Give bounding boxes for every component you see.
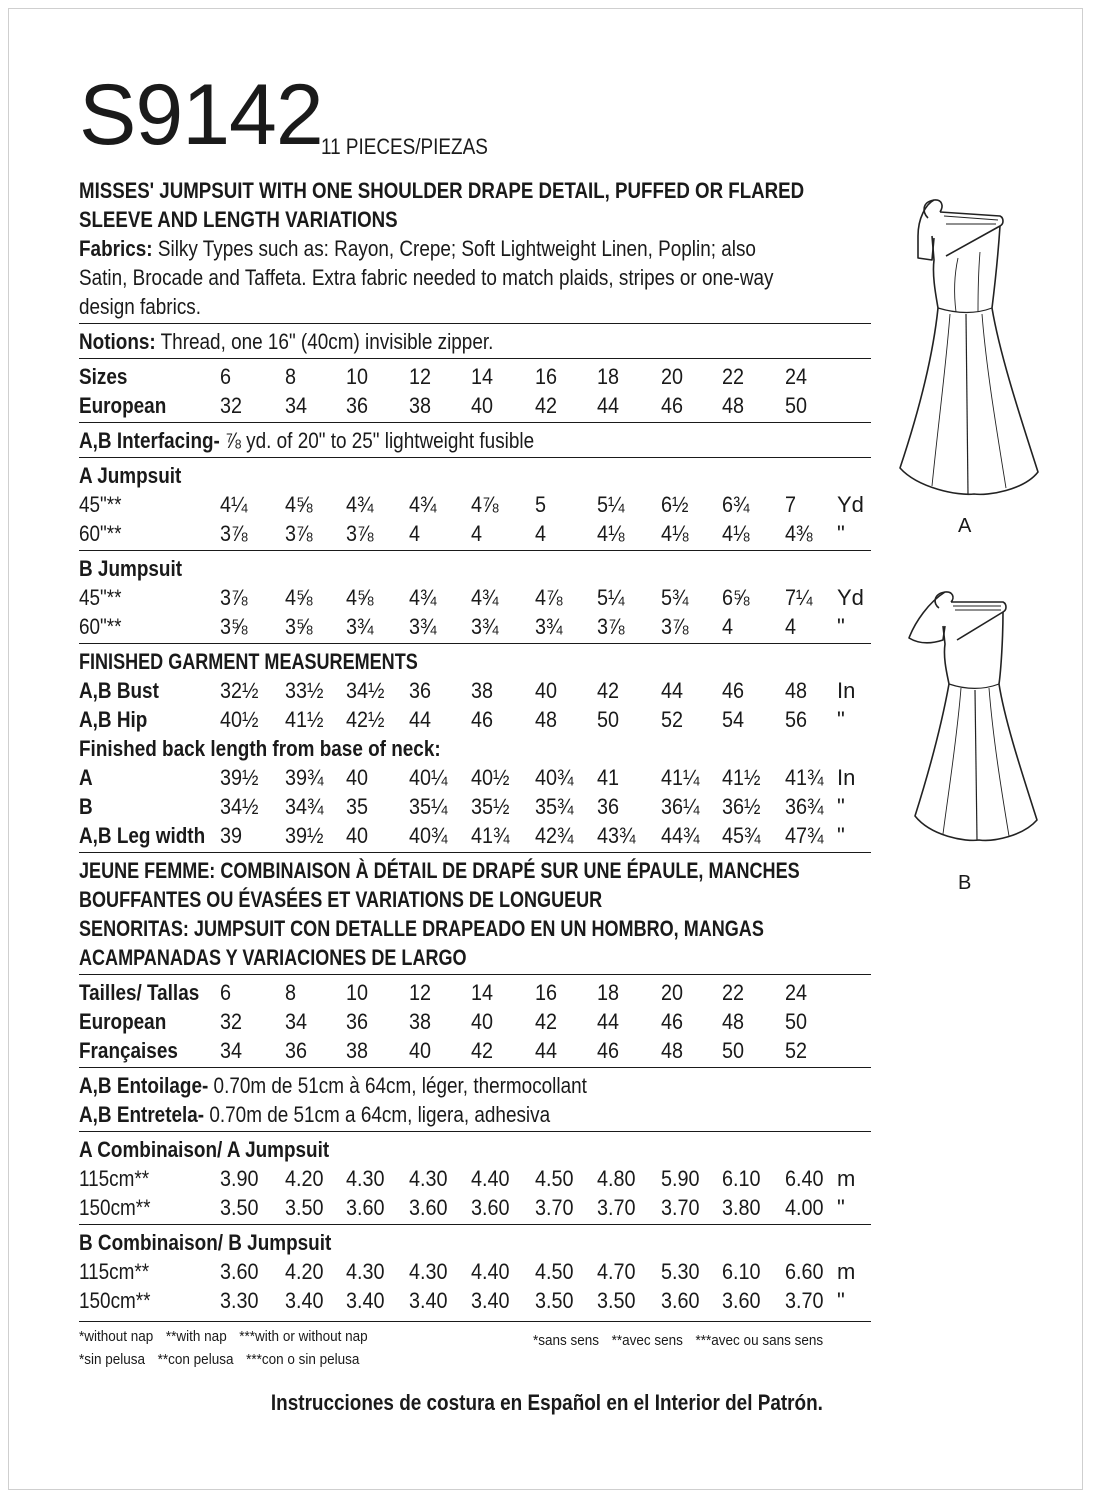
row-label: European	[79, 393, 167, 418]
european-row-2	[79, 1007, 871, 1036]
row-cell: 48	[722, 393, 745, 418]
row-cell: 3.40	[471, 1288, 510, 1313]
a-combinaison-row-115	[79, 1164, 871, 1193]
row-cell: 54	[722, 707, 745, 732]
row-cell: 4⅛	[661, 521, 689, 546]
row-cell: 3.70	[785, 1288, 824, 1313]
row-cell: 41¼	[661, 765, 700, 790]
pattern-envelope-back	[79, 67, 871, 1325]
row-cell: 44	[661, 678, 684, 703]
row-cell: 3.30	[220, 1288, 259, 1313]
row-cell: 20	[661, 364, 684, 389]
row-cell: 34	[220, 1038, 243, 1063]
row-label: A,B Hip	[79, 707, 148, 732]
row-cell: 3.60	[661, 1288, 700, 1313]
row-label: B	[79, 794, 93, 819]
row-cell: 35½	[471, 794, 510, 819]
row-cell: 7	[785, 492, 797, 517]
row-cell: 4⅞	[535, 585, 563, 610]
row-cell: 4¾	[409, 585, 437, 610]
b-jumpsuit-heading: B Jumpsuit	[79, 556, 183, 581]
row-cell: 5.90	[661, 1166, 700, 1191]
back-length-b-row	[79, 792, 871, 821]
footnote-fr-1: *sans sens	[533, 1332, 600, 1349]
notions-text: Thread, one 16" (40cm) invisible zipper.	[155, 329, 494, 354]
row-label: 45"**	[79, 492, 122, 517]
row-cell: 4	[471, 521, 483, 546]
row-cell: 36	[346, 1009, 369, 1034]
row-label: 115cm**	[79, 1166, 150, 1191]
figure-label-a: A	[958, 515, 972, 537]
row-cell: 18	[597, 980, 620, 1005]
row-cell: 3.50	[597, 1288, 636, 1313]
row-cell: 43¾	[597, 823, 636, 848]
row-cell: 34¾	[285, 794, 324, 819]
francaises-row	[79, 1036, 871, 1065]
entoilage-line	[79, 1071, 871, 1100]
row-cell: 48	[722, 1009, 745, 1034]
row-cell: 8	[285, 980, 297, 1005]
row-cell: 5¼	[597, 585, 625, 610]
back-length-heading: Finished back length from base of neck:	[79, 736, 441, 761]
row-cell: 42	[597, 678, 620, 703]
row-cell: 4.50	[535, 1259, 574, 1284]
row-label: 150cm**	[79, 1195, 151, 1220]
divider	[79, 1321, 871, 1322]
title-fr-line-1: JEUNE FEMME: COMBINAISON À DÉTAIL DE DRAPÉ SUR UNE ÉPAULE, MANCHES	[79, 858, 800, 883]
row-cell: 45¾	[722, 823, 761, 848]
row-cell: 3.60	[722, 1288, 761, 1313]
row-cell: 3⅞	[597, 614, 625, 639]
row-cell: 4¾	[409, 492, 437, 517]
row-cell: 4.30	[346, 1166, 385, 1191]
row-cell: 39½	[285, 823, 324, 848]
row-label: A	[79, 765, 93, 790]
row-cell: 3¾	[409, 614, 437, 639]
row-cell: 4.70	[597, 1259, 636, 1284]
row-cell: 46	[661, 393, 684, 418]
leg-width-row	[79, 821, 871, 850]
row-cell: 44	[597, 1009, 620, 1034]
title-en-line-1: MISSES' JUMPSUIT WITH ONE SHOULDER DRAPE DETAIL, PUFFED OR FLARED	[79, 178, 805, 203]
row-cell: 18	[597, 364, 620, 389]
b-jumpsuit-row-60	[79, 612, 871, 641]
row-cell: 4	[535, 521, 547, 546]
row-cell: 3.60	[220, 1259, 259, 1284]
divider	[79, 550, 871, 551]
row-cell: 6	[220, 364, 232, 389]
row-cell: 4	[409, 521, 421, 546]
row-label: A,B Bust	[79, 678, 159, 703]
row-cell: 6⅝	[722, 585, 750, 610]
row-unit: "	[837, 707, 845, 732]
row-cell: 32	[220, 1009, 243, 1034]
row-cell: 35¼	[409, 794, 448, 819]
row-cell: 22	[722, 364, 745, 389]
row-cell: 56	[785, 707, 808, 732]
row-cell: 6¾	[722, 492, 750, 517]
row-cell: 4⅞	[471, 492, 499, 517]
row-cell: 39½	[220, 765, 259, 790]
footnotes-en	[79, 1326, 380, 1348]
interfacing-text: ⅞ yd. of 20" to 25" lightweight fusible	[219, 428, 535, 453]
row-cell: 16	[535, 980, 558, 1005]
row-unit: In	[837, 765, 856, 790]
entoilage-label: A,B Entoilage-	[79, 1073, 209, 1098]
row-cell: 42	[471, 1038, 494, 1063]
notions-label: Notions:	[79, 329, 156, 354]
row-unit: "	[837, 1195, 845, 1220]
row-cell: 20	[661, 980, 684, 1005]
divider	[79, 974, 871, 975]
row-label: 60"**	[79, 521, 122, 546]
spanish-instructions-note: Instrucciones de costura en Español en el Interior del Patrón.	[270, 1390, 823, 1415]
row-cell: 48	[661, 1038, 684, 1063]
row-cell: 3.50	[535, 1288, 574, 1313]
row-cell: 3.70	[597, 1195, 636, 1220]
b-jumpsuit-row-45	[79, 583, 871, 612]
row-cell: 44	[409, 707, 432, 732]
row-label: European	[79, 1009, 167, 1034]
row-cell: 52	[661, 707, 684, 732]
row-cell: 3.40	[409, 1288, 448, 1313]
divider	[79, 457, 871, 458]
row-cell: 44	[535, 1038, 558, 1063]
pieces-count: 11 PIECES/PIEZAS	[321, 134, 488, 159]
row-cell: 50	[785, 1009, 808, 1034]
row-cell: 3.70	[535, 1195, 574, 1220]
row-cell: 40¼	[409, 765, 448, 790]
row-cell: 5¼	[597, 492, 625, 517]
row-label: Tailles/ Tallas	[79, 980, 200, 1005]
row-label: 45"**	[79, 585, 122, 610]
divider	[79, 1067, 871, 1068]
row-cell: 4⅝	[346, 585, 374, 610]
row-cell: 5.30	[661, 1259, 700, 1284]
row-cell: 4.40	[471, 1166, 510, 1191]
row-cell: 6.40	[785, 1166, 824, 1191]
row-cell: 36½	[722, 794, 761, 819]
b-combinaison-row-115	[79, 1257, 871, 1286]
row-cell: 16	[535, 364, 558, 389]
row-cell: 41¾	[471, 823, 510, 848]
row-cell: 44¾	[661, 823, 700, 848]
row-cell: 12	[409, 364, 432, 389]
row-label: A,B Leg width	[79, 823, 206, 848]
row-cell: 44	[597, 393, 620, 418]
row-cell: 42½	[346, 707, 385, 732]
row-cell: 4⅝	[285, 492, 313, 517]
row-cell: 3⅝	[220, 614, 248, 639]
row-cell: 6	[220, 980, 232, 1005]
row-cell: 6½	[661, 492, 689, 517]
row-cell: 33½	[285, 678, 324, 703]
row-cell: 50	[785, 393, 808, 418]
fabrics-label: Fabrics:	[79, 236, 153, 261]
row-cell: 10	[346, 980, 369, 1005]
row-cell: 3⅞	[285, 521, 313, 546]
row-cell: 40¾	[535, 765, 574, 790]
row-cell: 40	[409, 1038, 432, 1063]
row-cell: 35¾	[535, 794, 574, 819]
row-cell: 4.80	[597, 1166, 636, 1191]
row-cell: 5	[535, 492, 547, 517]
row-cell: 3.40	[285, 1288, 324, 1313]
row-cell: 12	[409, 980, 432, 1005]
row-cell: 10	[346, 364, 369, 389]
row-unit: "	[837, 521, 845, 546]
entoilage-text: 0.70m de 51cm à 64cm, léger, thermocollant	[208, 1073, 587, 1098]
footnote-fr-3: ***avec ou sans sens	[695, 1332, 824, 1349]
row-cell: 3.50	[220, 1195, 259, 1220]
title-es-line-1: SENORITAS: JUMPSUIT CON DETALLE DRAPEADO EN UN HOMBRO, MANGAS	[79, 916, 764, 941]
row-cell: 40½	[471, 765, 510, 790]
row-cell: 3⅝	[285, 614, 313, 639]
row-cell: 7¼	[785, 585, 813, 610]
row-cell: 39	[220, 823, 243, 848]
divider	[79, 852, 871, 853]
row-cell: 14	[471, 364, 494, 389]
jumpsuit-a-illustration	[888, 196, 1048, 511]
fabrics-text-1: Silky Types such as: Rayon, Crepe; Soft Lightweight Linen, Poplin; also	[152, 236, 756, 261]
row-cell: 6.10	[722, 1166, 761, 1191]
divider	[79, 1224, 871, 1225]
row-cell: 6.10	[722, 1259, 761, 1284]
row-cell: 3⅞	[220, 585, 248, 610]
interfacing-label: A,B Interfacing-	[79, 428, 220, 453]
row-cell: 22	[722, 980, 745, 1005]
row-cell: 40	[346, 765, 369, 790]
european-row	[79, 391, 871, 420]
title-es-line-2: ACAMPANADAS Y VARIACIONES DE LARGO	[79, 945, 467, 970]
notions-line	[79, 327, 871, 356]
row-label: Sizes	[79, 364, 128, 389]
row-cell: 4⅝	[285, 585, 313, 610]
row-unit: "	[837, 823, 845, 848]
row-cell: 40¾	[409, 823, 448, 848]
row-cell: 46	[471, 707, 494, 732]
row-cell: 38	[409, 1009, 432, 1034]
footnote-en-2: **with nap	[165, 1328, 227, 1345]
row-cell: 34	[285, 393, 308, 418]
row-cell: 36¼	[661, 794, 700, 819]
row-cell: 3⅞	[661, 614, 689, 639]
title-fr-line-2: BOUFFANTES OU ÉVASÉES ET VARIATIONS DE LONGUEUR	[79, 887, 603, 912]
footnote-en-1: *without nap	[79, 1328, 154, 1345]
entretela-line	[79, 1100, 871, 1129]
row-cell: 8	[285, 364, 297, 389]
row-cell: 4¾	[346, 492, 374, 517]
row-cell: 14	[471, 980, 494, 1005]
title-en-line-2: SLEEVE AND LENGTH VARIATIONS	[79, 207, 398, 232]
row-cell: 41	[597, 765, 620, 790]
row-cell: 34	[285, 1009, 308, 1034]
entretela-label: A,B Entretela-	[79, 1102, 205, 1127]
row-cell: 36	[597, 794, 620, 819]
row-label: 150cm**	[79, 1288, 151, 1313]
row-cell: 38	[346, 1038, 369, 1063]
row-cell: 39¾	[285, 765, 324, 790]
row-cell: 3.60	[471, 1195, 510, 1220]
row-unit: "	[837, 794, 845, 819]
row-cell: 34½	[346, 678, 385, 703]
row-cell: 35	[346, 794, 369, 819]
divider	[79, 1131, 871, 1132]
jumpsuit-b-illustration	[905, 588, 1045, 858]
row-unit: Yd	[837, 492, 864, 517]
entretela-text: 0.70m de 51cm a 64cm, ligera, adhesiva	[204, 1102, 551, 1127]
row-cell: 32½	[220, 678, 259, 703]
row-cell: 52	[785, 1038, 808, 1063]
row-cell: 4¼	[220, 492, 248, 517]
row-cell: 50	[722, 1038, 745, 1063]
footnote-es-1: *sin pelusa	[79, 1351, 146, 1368]
row-cell: 3.50	[285, 1195, 324, 1220]
a-jumpsuit-row-60	[79, 519, 871, 548]
row-cell: 46	[661, 1009, 684, 1034]
b-combinaison-heading: B Combinaison/ B Jumpsuit	[79, 1230, 332, 1255]
row-cell: 3.60	[346, 1195, 385, 1220]
row-cell: 3.40	[346, 1288, 385, 1313]
row-unit: "	[837, 614, 845, 639]
row-cell: 40	[346, 823, 369, 848]
row-cell: 36	[346, 393, 369, 418]
row-cell: 46	[722, 678, 745, 703]
row-cell: 3.70	[661, 1195, 700, 1220]
footnotes-es	[79, 1349, 372, 1371]
footnote-fr-2: **avec sens	[611, 1332, 683, 1349]
header	[79, 67, 871, 178]
row-cell: 38	[409, 393, 432, 418]
row-cell: 4.40	[471, 1259, 510, 1284]
row-cell: 38	[471, 678, 494, 703]
fabrics-line-1	[79, 234, 871, 263]
row-cell: 40	[471, 1009, 494, 1034]
row-cell: 4¾	[471, 585, 499, 610]
row-cell: 3⅞	[220, 521, 248, 546]
row-cell: 3.90	[220, 1166, 259, 1191]
row-cell: 40	[535, 678, 558, 703]
row-cell: 4.20	[285, 1166, 324, 1191]
row-cell: 3¾	[535, 614, 563, 639]
row-cell: 4	[785, 614, 797, 639]
footnote-es-3: ***con o sin pelusa	[246, 1351, 360, 1368]
row-cell: 3.80	[722, 1195, 761, 1220]
divider	[79, 323, 871, 324]
interfacing-line	[79, 426, 871, 455]
row-cell: 24	[785, 980, 808, 1005]
row-cell: 4⅜	[785, 521, 813, 546]
fabrics-line-3: design fabrics.	[79, 294, 201, 319]
back-length-a-row	[79, 763, 871, 792]
row-cell: 34½	[220, 794, 259, 819]
row-cell: 4.30	[409, 1259, 448, 1284]
row-cell: 32	[220, 393, 243, 418]
a-jumpsuit-heading: A Jumpsuit	[79, 463, 182, 488]
row-cell: 4.50	[535, 1166, 574, 1191]
row-cell: 40½	[220, 707, 259, 732]
row-cell: 4.30	[409, 1166, 448, 1191]
row-cell: 50	[597, 707, 620, 732]
row-cell: 41¾	[785, 765, 824, 790]
footnotes-fr	[533, 1330, 836, 1352]
pattern-number: S9142	[79, 67, 323, 163]
row-cell: 42¾	[535, 823, 574, 848]
row-cell: 47¾	[785, 823, 824, 848]
figure-label-b: B	[958, 872, 972, 894]
row-cell: 3¾	[471, 614, 499, 639]
a-combinaison-row-150	[79, 1193, 871, 1222]
row-cell: 40	[471, 393, 494, 418]
a-jumpsuit-row-45	[79, 490, 871, 519]
row-cell: 42	[535, 1009, 558, 1034]
tailles-row	[79, 978, 871, 1007]
divider	[79, 643, 871, 644]
divider	[79, 358, 871, 359]
fabrics-line-2: Satin, Brocade and Taffeta. Extra fabric needed to match plaids, stripes or one-way	[79, 265, 774, 290]
b-combinaison-row-150	[79, 1286, 871, 1315]
footnote-en-3: ***with or without nap	[239, 1328, 368, 1345]
row-label: Françaises	[79, 1038, 178, 1063]
row-unit: m	[837, 1166, 856, 1191]
row-unit: In	[837, 678, 856, 703]
row-cell: 4⅛	[597, 521, 625, 546]
row-cell: 48	[535, 707, 558, 732]
row-cell: 36	[409, 678, 432, 703]
bust-row	[79, 676, 871, 705]
a-combinaison-heading: A Combinaison/ A Jumpsuit	[79, 1137, 330, 1162]
row-cell: 42	[535, 393, 558, 418]
row-cell: 24	[785, 364, 808, 389]
row-label: 115cm**	[79, 1259, 150, 1284]
row-cell: 3⅞	[346, 521, 374, 546]
sizes-row	[79, 362, 871, 391]
row-cell: 41½	[722, 765, 761, 790]
row-cell: 4.00	[785, 1195, 824, 1220]
footnote-es-2: **con pelusa	[157, 1351, 234, 1368]
row-cell: 5¾	[661, 585, 689, 610]
row-cell: 41½	[285, 707, 324, 732]
row-cell: 4	[722, 614, 734, 639]
finished-measurements-heading: FINISHED GARMENT MEASUREMENTS	[79, 649, 418, 674]
row-cell: 3.60	[409, 1195, 448, 1220]
row-cell: 4.30	[346, 1259, 385, 1284]
row-cell: 36	[285, 1038, 308, 1063]
row-cell: 46	[597, 1038, 620, 1063]
row-unit: m	[837, 1259, 856, 1284]
row-unit: Yd	[837, 585, 864, 610]
row-cell: 48	[785, 678, 808, 703]
hip-row	[79, 705, 871, 734]
row-cell: 3¾	[346, 614, 374, 639]
row-unit: "	[837, 1288, 845, 1313]
row-cell: 4.20	[285, 1259, 324, 1284]
row-cell: 4⅛	[722, 521, 750, 546]
row-label: 60"**	[79, 614, 122, 639]
row-cell: 6.60	[785, 1259, 824, 1284]
divider	[79, 422, 871, 423]
row-cell: 36¾	[785, 794, 824, 819]
